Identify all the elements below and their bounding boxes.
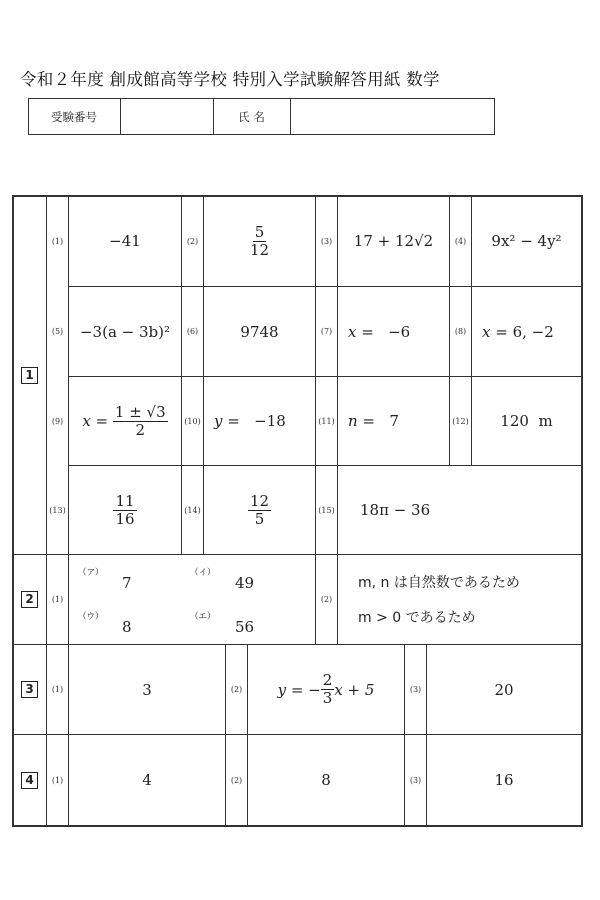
q4-3-answer: 16 xyxy=(494,771,514,789)
page-title: 令和２年度 創成館高等学校 特別入学試験解答用紙 数学 xyxy=(20,70,440,89)
q4-2-answer: 8 xyxy=(321,771,331,789)
q1-15-answer: 18π − 36 xyxy=(360,501,431,519)
q1-1-number: (1) xyxy=(51,236,64,246)
q2-2-line2: m > 0 であるため xyxy=(358,610,476,626)
q1-4-number: (4) xyxy=(454,236,467,246)
q1-9-number: (9) xyxy=(51,416,64,426)
q1-12-answer: 120 m xyxy=(500,412,553,430)
q1-9-answer: x = $\frac{1 \pm √3}{2}$ xyxy=(82,402,166,439)
q1-1-answer: −41 xyxy=(109,232,141,250)
q2-1-i-answer: 49 xyxy=(235,574,255,592)
q2-2-number: (2) xyxy=(320,595,333,604)
q1-14-number: (14) xyxy=(184,505,201,515)
q1-8-answer: x = 6, −2 xyxy=(482,322,554,341)
q2-1-e-label: （エ） xyxy=(190,612,216,622)
q4-3-number: (3) xyxy=(409,775,422,785)
q2-1-i-label: （イ） xyxy=(190,568,216,578)
q2-1-a-answer: 7 xyxy=(122,574,132,592)
q2-1-u-label: （ウ） xyxy=(78,612,104,622)
q2-1-e-answer: 56 xyxy=(235,618,255,636)
q3-3-number: (3) xyxy=(409,685,422,694)
name-field[interactable] xyxy=(291,98,494,135)
q3-1-answer: 3 xyxy=(142,680,152,699)
q4-1-number: (1) xyxy=(51,775,64,785)
q1-10-number: (10) xyxy=(184,416,201,426)
q3-3-answer: 20 xyxy=(494,680,514,699)
q1-5-answer: −3(a − 3b)² xyxy=(79,322,171,341)
q1-6-answer: 9748 xyxy=(240,322,279,341)
q1-12-number: (12) xyxy=(452,416,469,426)
q1-3-number: (3) xyxy=(320,236,333,246)
q2-1-number: (1) xyxy=(51,595,64,604)
q1-13-answer: $\frac{11}{16}$ xyxy=(115,491,135,528)
q1-14-answer: $\frac{12}{5}$ xyxy=(249,491,270,528)
q1-15-number: (15) xyxy=(318,505,335,515)
q3-2-number: (2) xyxy=(230,685,243,694)
q1-10-answer: y = −18 xyxy=(214,412,286,430)
q1-11-number: (11) xyxy=(318,416,335,426)
q1-4-answer: 9x² − 4y² xyxy=(491,232,562,250)
q2-1-a-label: （ア） xyxy=(78,568,104,578)
section-3-label: 3 xyxy=(13,645,46,734)
section-4-label: 4 xyxy=(13,735,46,825)
q1-2-answer: $\frac{5}{12}$ xyxy=(249,222,270,259)
q3-1-number: (1) xyxy=(51,685,64,694)
section-2-label: 2 xyxy=(13,555,46,644)
q4-2-number: (2) xyxy=(230,775,243,785)
q1-6-number: (6) xyxy=(186,327,199,336)
q1-5-number: (5) xyxy=(51,327,64,336)
q1-8-number: (8) xyxy=(454,327,467,336)
name-label: 氏 名 xyxy=(238,109,265,124)
q1-3-answer: 17 + 12√2 xyxy=(353,232,434,250)
q1-7-answer: x = −6 xyxy=(348,322,411,341)
q4-1-answer: 4 xyxy=(142,771,152,789)
q2-2-line1: m, n は自然数であるため xyxy=(358,575,520,591)
section-1-label: 1 xyxy=(13,196,46,554)
q1-2-number: (2) xyxy=(186,236,199,246)
exam-number-field[interactable] xyxy=(121,98,213,135)
q1-11-answer: n = 7 xyxy=(348,412,399,430)
exam-number-label: 受験番号 xyxy=(51,109,97,124)
q3-2-answer: y = − $\frac{2}{3}$ x + 5 xyxy=(277,671,375,707)
q2-1-u-answer: 8 xyxy=(122,618,132,636)
q1-13-number: (13) xyxy=(49,505,66,515)
q1-7-number: (7) xyxy=(320,327,333,336)
